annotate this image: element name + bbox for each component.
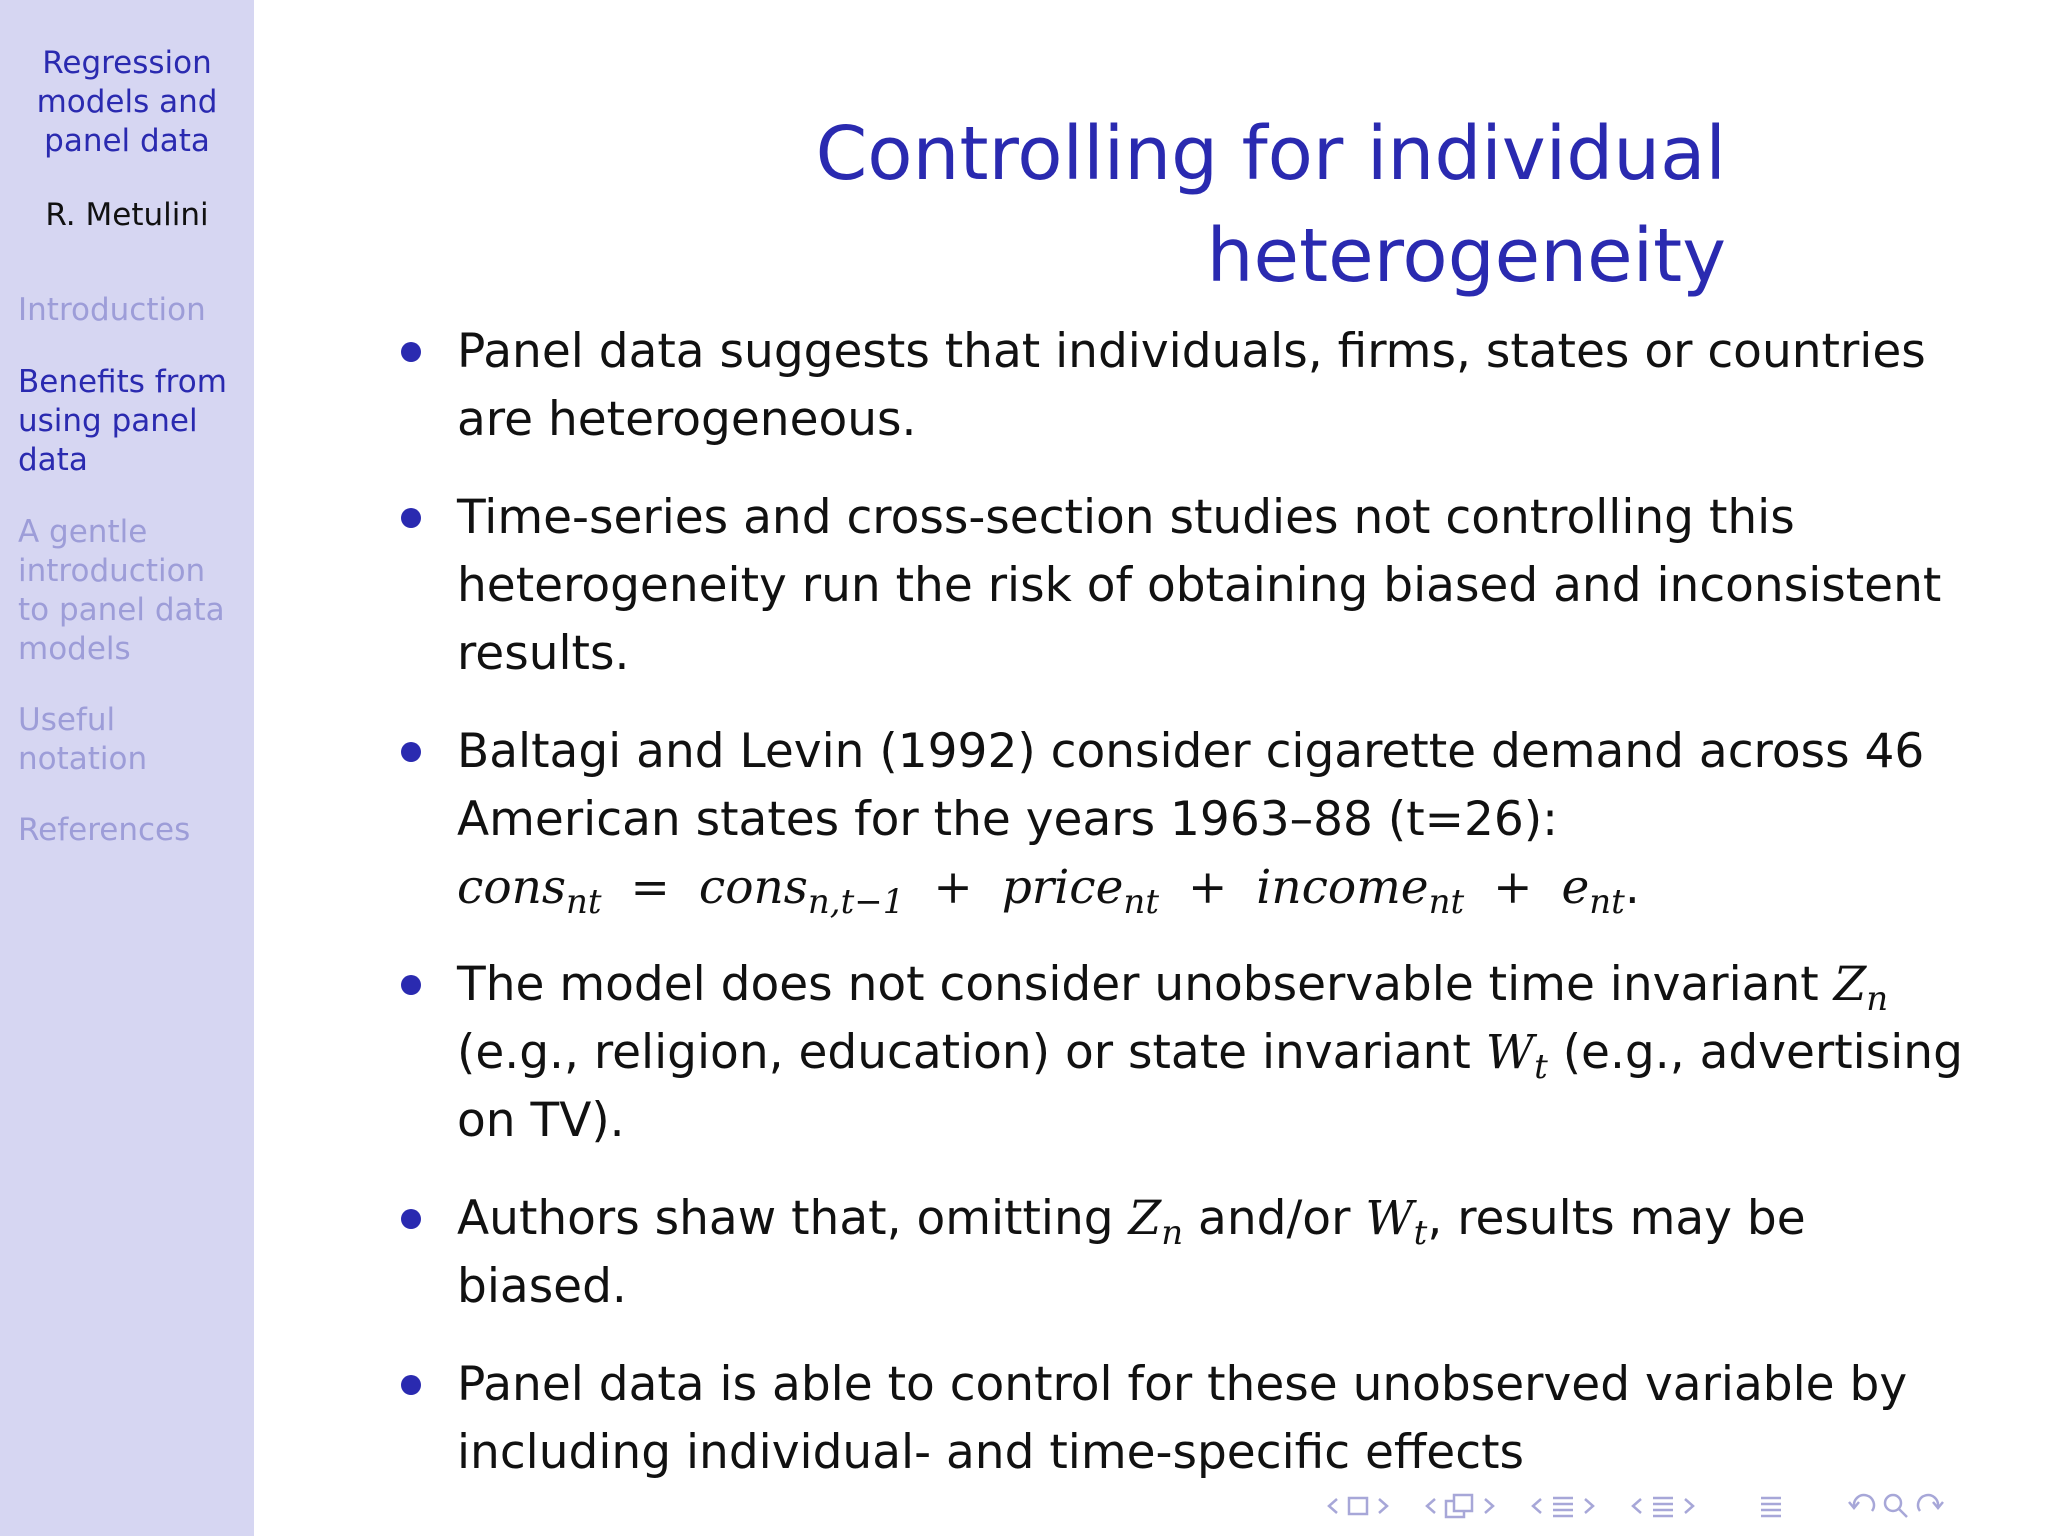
arrow-right-icon[interactable] bbox=[1482, 1490, 1496, 1522]
equation-operator: = bbox=[630, 860, 670, 915]
bullet-marker bbox=[401, 1375, 421, 1395]
bullet-marker bbox=[401, 1209, 421, 1229]
nav-item-label: using panel bbox=[18, 403, 198, 439]
presentation-title-line: panel data bbox=[44, 123, 210, 159]
list-item bbox=[457, 318, 2017, 454]
nav-item-introduction[interactable] bbox=[18, 291, 206, 330]
equation-operator: + bbox=[933, 860, 973, 915]
nav-item-useful-notation[interactable] bbox=[18, 701, 147, 779]
list-item-line: heterogeneity run the risk of obtaining biased and inconsistent bbox=[457, 558, 1942, 613]
list-item-line: Panel data suggests that individuals, firms, states or countries bbox=[457, 324, 1926, 379]
appendix-icon[interactable] bbox=[1758, 1490, 1784, 1522]
nav-item-label: A gentle bbox=[18, 514, 148, 550]
list-item-line: including individual- and time-specific effects bbox=[457, 1425, 1524, 1480]
nav-item-label: notation bbox=[18, 741, 148, 777]
arrow-right-icon[interactable] bbox=[1376, 1490, 1390, 1522]
beamer-navigation bbox=[1326, 1488, 1946, 1524]
list-item-line: are heterogeneous. bbox=[457, 392, 917, 447]
equation-term: income$_{nt}$ bbox=[1256, 860, 1465, 922]
nav-item-label: Introduction bbox=[18, 292, 206, 328]
equation-term: cons$_{n,t-1}$ bbox=[698, 860, 905, 922]
bullet-marker bbox=[401, 508, 421, 528]
list-item bbox=[457, 1351, 2017, 1487]
arrow-left-icon[interactable] bbox=[1630, 1490, 1644, 1522]
presentation-title-line: Regression bbox=[42, 45, 212, 81]
section-icon[interactable] bbox=[1650, 1490, 1676, 1522]
back-icon[interactable] bbox=[1846, 1490, 1876, 1522]
math-symbol: $W_t$ bbox=[1365, 1191, 1428, 1253]
slide-title bbox=[816, 103, 1726, 307]
math-symbol: $Z_n$ bbox=[1833, 957, 1889, 1019]
nav-item-label: models bbox=[18, 631, 131, 667]
math-symbol: $Z_n$ bbox=[1128, 1191, 1184, 1253]
nav-item-benefits[interactable] bbox=[18, 363, 227, 480]
equation-term: cons$_{nt}$ bbox=[457, 860, 602, 922]
list-item-line: The model does not consider unobservable time invariant $Z_n$ bbox=[457, 957, 1889, 1019]
equation-period: . bbox=[1624, 860, 1640, 915]
list-item-line: Authors shaw that, omitting $Z_n$ and/or $W_t$, results may be bbox=[457, 1191, 1806, 1253]
frame-icon[interactable] bbox=[1346, 1490, 1370, 1522]
sidebar bbox=[0, 0, 254, 1536]
equation bbox=[457, 854, 2017, 922]
list-item-line: Baltagi and Levin (1992) consider cigarette demand across 46 bbox=[457, 724, 1925, 779]
section-icon[interactable] bbox=[1550, 1490, 1576, 1522]
list-item-line: American states for the years 1963–88 (t=26): bbox=[457, 792, 1558, 847]
equation-term: price$_{nt}$ bbox=[1001, 860, 1159, 922]
presentation-title-line: models and bbox=[36, 84, 218, 120]
arrow-left-icon[interactable] bbox=[1530, 1490, 1544, 1522]
list-item-line: (e.g., religion, education) or state invariant $W_t$ (e.g., advertising bbox=[457, 1025, 1963, 1087]
list-item bbox=[457, 951, 2017, 1155]
bullet-marker bbox=[401, 742, 421, 762]
list-item-line: on TV). bbox=[457, 1093, 625, 1148]
list-item-line: Panel data is able to control for these unobserved variable by bbox=[457, 1357, 1908, 1412]
slide-title-line: Controlling for individual bbox=[815, 111, 1726, 197]
nav-item-label: to panel data bbox=[18, 592, 225, 628]
nav-item-label: References bbox=[18, 812, 191, 848]
nav-item-label: data bbox=[18, 442, 88, 478]
math-symbol: $W_t$ bbox=[1485, 1025, 1548, 1087]
bullet-marker bbox=[401, 342, 421, 362]
list-item-line: results. bbox=[457, 626, 630, 681]
arrow-right-icon[interactable] bbox=[1582, 1490, 1596, 1522]
equation-term: $e_{nt}$ bbox=[1561, 860, 1625, 922]
nav-item-label: Useful bbox=[18, 702, 116, 738]
arrow-right-icon[interactable] bbox=[1682, 1490, 1696, 1522]
forward-icon[interactable] bbox=[1916, 1490, 1946, 1522]
list-item-line: biased. bbox=[457, 1259, 627, 1314]
slide-title-line: heterogeneity bbox=[1206, 213, 1726, 299]
list-item-line: Time-series and cross-section studies not controlling this bbox=[457, 490, 1795, 545]
list-item bbox=[457, 484, 2017, 688]
nav-item-label: introduction bbox=[18, 553, 206, 589]
list-item bbox=[457, 718, 2017, 922]
arrow-left-icon[interactable] bbox=[1326, 1490, 1340, 1522]
arrow-left-icon[interactable] bbox=[1424, 1490, 1438, 1522]
equation-operator: + bbox=[1493, 860, 1533, 915]
presentation-title[interactable] bbox=[0, 44, 254, 161]
nav-item-references[interactable] bbox=[18, 811, 190, 850]
nav-item-label: Benefits from bbox=[18, 364, 227, 400]
search-icon[interactable] bbox=[1882, 1490, 1910, 1522]
nav-item-gentle-introduction[interactable] bbox=[18, 513, 225, 669]
author-name[interactable]: R. Metulini bbox=[45, 197, 209, 233]
list-item bbox=[457, 1185, 2017, 1321]
equation-operator: + bbox=[1187, 860, 1228, 915]
subsection-icon[interactable] bbox=[1444, 1490, 1476, 1522]
bullet-marker bbox=[401, 975, 421, 995]
